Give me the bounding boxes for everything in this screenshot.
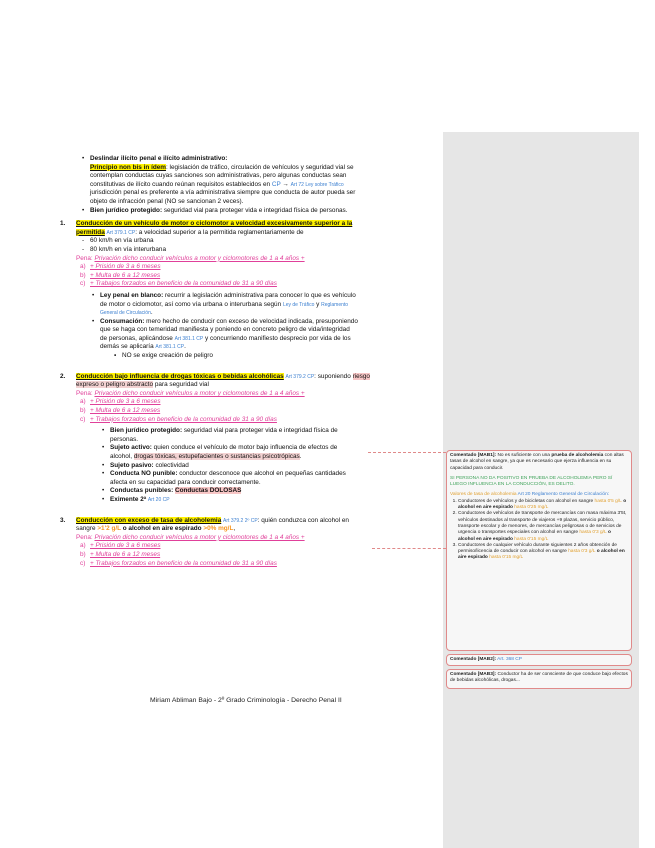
item-letter: a) — [80, 398, 86, 406]
activo-label: Sujeto activo: — [110, 444, 152, 452]
item-letter: a) — [80, 263, 86, 271]
value: hasta 0'25 mg/L — [514, 505, 549, 511]
text-span: seguridad vial para proteger vida e integridad física de personas. — [162, 206, 348, 214]
law-ref[interactable]: Art 381.1 CP — [174, 335, 204, 342]
bien-label: Bien jurídico protegido: — [90, 206, 163, 214]
pena-line — [76, 390, 438, 399]
law-ref[interactable]: Art 20 CP — [147, 496, 170, 503]
text-line: contemplan conductas cuyas sanciones son administrativas, pero algunas conductas sean — [90, 172, 347, 180]
section-3-title — [60, 516, 438, 526]
text-line: objeto de infracción penal (NO se sancionan 2 veces). — [90, 197, 244, 205]
bullet-icon: • — [102, 444, 105, 452]
list-item — [458, 543, 628, 562]
text-line — [76, 229, 438, 238]
text-span: sangre — [76, 525, 98, 533]
section-2-title — [60, 372, 438, 382]
eximente-label: Eximente 2ª — [110, 495, 147, 503]
list-item — [114, 352, 438, 361]
item-letter: a) — [80, 542, 86, 550]
valores-list — [450, 499, 628, 562]
consumacion-label: Consumación: — [100, 317, 145, 325]
text-line: jurisdicción penal es preferente a vía administrativa siempre que conducta de autor pueda ser — [90, 189, 356, 197]
text-span: . — [299, 453, 302, 460]
no-punible-label: Conducta NO punible: — [110, 470, 178, 478]
commented-text[interactable]: expreso o peligro abstracto — [76, 381, 154, 389]
pena-item — [80, 415, 438, 425]
bullet-icon: • — [102, 470, 105, 478]
text-span: : suponiendo — [314, 372, 353, 380]
law-ref[interactable]: Art 379.1 CP — [106, 229, 136, 236]
arrow-icon: → — [282, 180, 289, 188]
text-line — [100, 343, 438, 352]
comment-connector — [368, 452, 446, 453]
pena-item — [80, 550, 438, 560]
comment-mab3[interactable] — [446, 669, 632, 689]
pena-item — [80, 407, 438, 416]
value: hasta 0'3 g/L — [579, 530, 607, 536]
item-letter: b) — [80, 271, 86, 279]
text-span: Conductores de vehículos y de bicicletas con alcohol en sangre — [458, 498, 595, 504]
item-letter: c) — [80, 415, 86, 423]
section-title: Conducción de un vehículo de motor o ciclomotor a velocidad excesivamente superior a la — [76, 220, 353, 228]
page-footer: Miriam Abliman Bajo - 2º Grado Criminología - Derecho Penal II — [150, 697, 342, 704]
document-body — [60, 155, 438, 568]
pena-b: + Multa de 6 a 12 meses — [90, 550, 161, 558]
list-item — [102, 487, 438, 496]
value-blood: >1'2 g/L — [97, 525, 121, 533]
commented-text[interactable]: drogas tóxicas, estupefacientes o sustancias psicotrópicas — [133, 453, 300, 460]
section-title: Conducción con exceso de tasa de alcoholemia — [76, 516, 222, 524]
text-span: : a velocidad superior a la permitida reglamentariamente de — [135, 228, 304, 236]
bullet-icon: • — [92, 291, 95, 299]
deslindar-heading: Deslindar ilícito penal e ilícito administrativo: — [90, 155, 228, 162]
list-item — [82, 155, 438, 164]
speed-item: 60 km/h en vía urbana — [90, 237, 154, 245]
law-ref[interactable]: Ley de Tráfico — [282, 301, 315, 308]
list-item — [102, 461, 438, 471]
comment-label: Comentado [MAB2]: — [450, 657, 497, 662]
pena-item — [80, 559, 438, 569]
ley-label: Ley penal en blanco: — [100, 291, 164, 299]
cp-ref: CP — [271, 180, 281, 188]
bullet-icon: • — [82, 206, 85, 214]
pena-line — [76, 534, 438, 543]
pena-text: Privación dicho conducir vehículos a motor y ciclomotores de 1 a 4 años + — [94, 389, 305, 397]
comment-green-note: SI PERSONA NO DA POSITIVO EN PRUEBA DE ALCOHOLEMIA PERO SÍ LUEGO INFLUENCIA EN LA CONDUCCIÓN, ES DELITO. — [450, 475, 613, 488]
law-ref[interactable]: Art 379.2 2º CP — [223, 517, 258, 524]
text-span: constitutivas de ilícito cuando reúnan requisitos establecidos en — [90, 180, 272, 188]
text-span: : quién conduzca con alcohol en — [257, 516, 349, 524]
bullet-icon: • — [82, 155, 85, 162]
text-span: o alcohol en aire espirado — [120, 525, 204, 533]
list-item — [458, 499, 628, 512]
text-line — [100, 301, 438, 310]
pena-a: + Prisión de 3 a 6 meses — [90, 263, 161, 271]
comment-text — [450, 453, 628, 472]
text-span: seguridad vial para proteger vida e integridad física de — [182, 427, 338, 435]
commented-text[interactable]: riesgo — [352, 372, 370, 380]
section-title-cont: permitida — [76, 228, 105, 236]
law-ref[interactable]: Art 72 Ley sobre Tráfico — [290, 181, 344, 188]
list-item — [458, 511, 628, 542]
no-exige-text: NO se exige creación de peligro — [122, 352, 213, 360]
text-line — [110, 453, 438, 462]
pena-c: + Trabajos forzados en beneficio de la comunidad de 31 a 90 días — [90, 559, 277, 567]
bullet-icon: ▪ — [114, 352, 117, 360]
pasivo-label: Sujeto pasivo: — [110, 461, 154, 469]
list-item — [82, 245, 438, 255]
text-span: o alcohol en aire espirado — [458, 530, 611, 542]
text-span: . — [184, 343, 186, 351]
text-span: alcohol, — [110, 453, 134, 460]
text-span: Valores de tasa de alcoholemia — [450, 492, 517, 498]
bullet-icon: • — [102, 487, 105, 495]
text-span: Conductor ha de ser consciente de que conduce bajo efectos de bebidas alcohólicas, drogas... — [450, 672, 628, 684]
law-ref[interactable]: Art 381.1 CP — [155, 344, 185, 351]
text-span: de motor o ciclomotor, así como vía urbana o interurbana según — [100, 300, 283, 308]
text-line — [100, 309, 438, 318]
section-number: 3. — [60, 516, 66, 524]
list-item — [102, 427, 438, 436]
pena-c: + Trabajos forzados en beneficio de la comunidad de 31 a 90 días — [90, 280, 277, 288]
pena-item — [80, 271, 438, 281]
bien-label: Bien jurídico protegido: — [110, 427, 183, 435]
list-item — [92, 291, 438, 301]
text-line — [76, 525, 438, 534]
text-span: , — [233, 525, 236, 533]
value: hasta 0'5 g/L — [594, 498, 622, 504]
section-number: 2. — [60, 372, 66, 380]
pena-item — [80, 280, 438, 289]
text-span: de personas, aplicándose — [100, 334, 175, 342]
pena-line — [76, 255, 438, 264]
pena-label: Pena: — [76, 533, 95, 541]
text-span: quien conduce el vehículo de motor bajo influencia de efectos de — [151, 444, 338, 452]
text-span: Conductores de vehículos de transporte de mercancías con masa máxima 3'5t, vehículos destinados al transporte de viajeros +9 plazas, servicio público, transporte escolar y de menores, de mercancías peligrosas o de servicios de urgencia o transportes especiales con alcohol en sangre — [458, 511, 627, 536]
pena-text: Privación dicho conducir vehículos a motor y ciclomotores de 1 a 4 años + — [94, 254, 305, 262]
text-line — [100, 335, 438, 344]
punibles-label: Conductas punibles: — [110, 487, 175, 495]
item-letter: b) — [80, 550, 86, 558]
text-span: o alcohol en aire espirado — [458, 549, 625, 561]
law-ref[interactable]: Art 379.2 CP — [285, 373, 315, 380]
pena-c: + Trabajos forzados en beneficio de la comunidad de 31 a 90 días — [90, 415, 277, 423]
principio-term: Principio non bis in ídem — [90, 163, 166, 171]
text-span: con altas tasas de alcohol en sangre, ya que es necesario que ejerza influencia en su capacidad para conducir. — [450, 453, 624, 471]
bullet-icon: • — [102, 495, 105, 503]
speed-item: 80 km/h en vía interurbana — [90, 245, 167, 253]
list-item — [82, 206, 438, 216]
text-span: o alcohol en aire espirado — [458, 498, 627, 511]
law-ref[interactable]: Art. 368 CP — [496, 657, 522, 662]
list-item — [82, 237, 438, 246]
value: hasta 0'15 mg/L — [514, 536, 549, 542]
pena-item — [80, 542, 438, 551]
law-ref[interactable]: Reglamento — [321, 301, 349, 308]
text-line: que se haga con temeridad manifiesta y poniendo en concreto peligro de vida/integridad — [100, 326, 350, 334]
text-span: mero hecho de conducir con exceso de velocidad indicada, presuponiendo — [144, 317, 358, 325]
list-item — [92, 317, 438, 327]
dash-icon: - — [82, 245, 85, 253]
pena-item — [80, 398, 438, 407]
dash-icon: - — [82, 237, 85, 245]
pena-b: + Multa de 6 a 12 meses — [90, 407, 161, 415]
text-line — [90, 181, 438, 190]
item-letter: c) — [80, 280, 86, 288]
text-span: . — [150, 309, 153, 317]
pena-item — [80, 263, 438, 272]
section-number: 1. — [60, 220, 66, 228]
list-item — [102, 495, 438, 505]
text-span: y — [314, 300, 322, 308]
pena-label: Pena: — [76, 389, 95, 397]
value-air: >0% mg/L — [203, 525, 234, 533]
text-span: recurrir a legislación administrativa para conocer lo que es vehículo — [163, 291, 356, 299]
law-ref[interactable]: Art 20 Reglamento General de Circulación: — [516, 492, 610, 498]
comment-label: Comentado [MAB3]: — [450, 672, 497, 677]
principio-line — [90, 164, 438, 173]
section-title: Conducción bajo influencia de drogas tóxicas o bebidas alcohólicas — [76, 372, 284, 380]
text-span: conductor desconoce que alcohol en pequeñas cantidades — [177, 470, 346, 478]
bullet-icon: • — [92, 317, 95, 325]
text-line: personas. — [110, 435, 139, 443]
value: hasta 0'3 g/L — [568, 549, 596, 555]
comment-mab2[interactable] — [446, 654, 632, 666]
pena-b: + Multa de 6 a 12 meses — [90, 271, 161, 279]
comment-mab1[interactable] — [446, 450, 632, 651]
text-span: : legislación de tráfico, circulación de vehículos y seguridad vial se — [165, 163, 354, 171]
pena-label: Pena: — [76, 254, 95, 262]
comment-label: Comentado [MAB1]: — [450, 453, 497, 458]
bullet-icon: • — [102, 461, 105, 469]
pena-a: + Prisión de 3 a 6 meses — [90, 542, 161, 550]
list-item — [102, 470, 438, 479]
text-span: y concurriendo manifiesto desprecio por vida de los — [203, 334, 351, 342]
text-span: prueba de alcoholemia — [551, 453, 604, 458]
text-span: colectividad — [153, 461, 189, 469]
text-line — [76, 381, 438, 390]
section-1-title — [60, 220, 438, 229]
law-ref[interactable]: General de Circulación — [100, 310, 151, 317]
item-letter: c) — [80, 559, 86, 567]
text-span: No es suficiente con una — [496, 453, 552, 458]
pena-a: + Prisión de 3 a 6 meses — [90, 398, 161, 406]
commented-text[interactable]: Conductas DOLOSAS — [174, 487, 242, 495]
text-span: para seguridad vial — [153, 381, 209, 389]
text-span: Conductores de cualquier vehículo durante siguientes 2 años obtención de permiso/licencia de conducir con alcohol en sangre — [458, 542, 617, 555]
text-span: demás se aplicaría — [100, 343, 156, 351]
value: hasta 0'15 mg/L — [489, 555, 524, 561]
item-letter: b) — [80, 407, 86, 415]
comment-connector — [372, 548, 446, 549]
pena-text: Privación dicho conducir vehículos a motor y ciclomotores de 1 a 4 años + — [94, 533, 305, 541]
text-line: afecta en su capacidad para conducir correctamente. — [110, 478, 261, 486]
bullet-icon: • — [102, 427, 105, 435]
